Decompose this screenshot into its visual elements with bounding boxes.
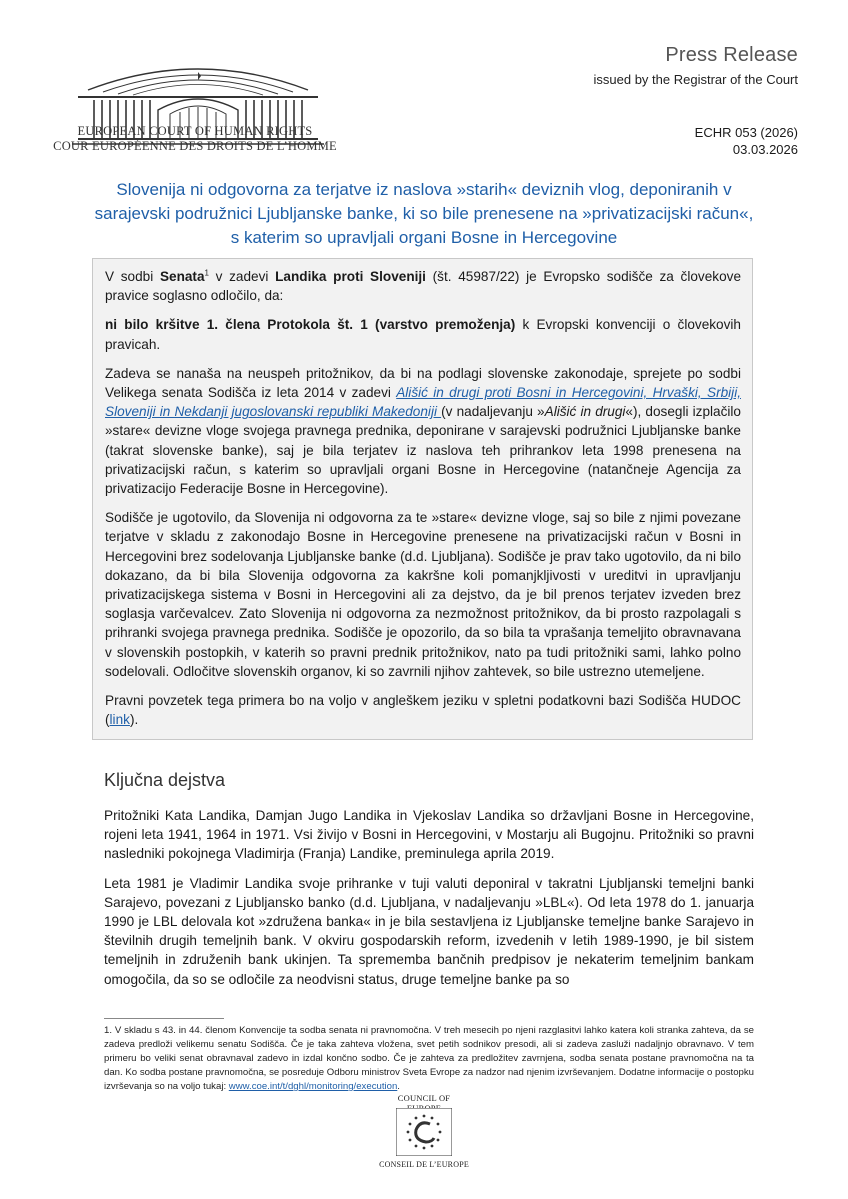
summary-paragraph-2 <box>105 315 741 353</box>
text-run: (v nadaljevanju » <box>441 404 545 420</box>
summary-paragraph-5 <box>105 691 741 729</box>
summary-paragraph-4: Sodišče je ugotovilo, da Slovenija ni odgovorna za te »stare« devizne vloge, saj so bile z njimi povezane terjatve v skladu z zakonodajo Bosne in Hercegovine prenesene na privatizacijski račun v Bosni in Hercegovini brez sodelovanja Ljubljanske banke (d.d. Ljubljana). Sodišče je prav tako ugotovilo, da ni bilo dokazano, da bi bila Slovenija odgovorna za kakršne koli pomanjkljivosti v ureditvi in upravljanju privatizacijskega sistema v Bosni in Hercegovini ali za dejstvo, da je bil prenos terjatev izveden brez soglasja varčevalcev. Zato Slovenija ni odgovorna za nezmožnost pritožnikov, da bi prosto razpolagali s prihranki svojega pravnega prednika. Sodišče je opozorilo, da so bila ta vprašanja temeljito obravnavana v slovenskih postopkih, v katerih so pravni prednik pritožnikov, nato pa tudi pritožniki sami, lahko polno sodelovali. Odločitve slovenskih organov, ki so zavrnili njihov zahtevek, so bile ustrezno utemeljene. <box>105 510 741 679</box>
headline: Slovenija ni odgovorna za terjatve iz naslova »starih« deviznih vlog, deponiranih v sarajevski podružnici Ljubljanske banke, ki so bile prenesene na »privatizacijski račun«, s katerim so upravljali organi Bosne in Hercegovine <box>94 180 754 247</box>
text-run: Pravni povzetek tega primera bo na voljo v angleškem jeziku v spletni podatkovni bazi Sodišča HUDOC ( <box>105 693 741 728</box>
footnote-text: 1. V skladu s 43. in 44. členom Konvencije ta sodba senata ni pravnomočna. V treh mesecih po njeni razglasitvi lahko katera koli stranka zahteva, da se zadeva predloži velikemu senatu Sodišča. Če je taka zahteva vložena, svet petih sodnikov presodi, ali si zadeva zasluži nadaljnjo obravnavo. V tem primeru bo veliki senat obravnaval zadevo in izdal končno sodbo. Če je zahteva za predložitev zavrnjena, sodba senata postane pravnomočna na ta dan. Ko sodba postane pravnomočna, se posreduje Odboru ministrov Sveta Evrope za nadzor nad njenim izvrševanjem. Dodatne informacije o postopku izvrševanja so na voljo tukaj: <box>104 1025 754 1092</box>
text-run: k Evropski konvenciji o človekovih pravicah. <box>105 317 741 352</box>
council-of-europe-logo <box>396 1108 452 1156</box>
summary-paragraph-1 <box>105 267 741 305</box>
footnote-divider <box>104 1018 224 1019</box>
hudoc-link[interactable]: link <box>109 712 130 728</box>
key-facts-body <box>104 806 754 999</box>
text-run: ). <box>129 712 139 728</box>
press-release-title: Press Release <box>665 44 798 66</box>
execution-link[interactable]: www.coe.int/t/dghl/monitoring/execution <box>228 1081 398 1092</box>
ruling: ni bilo kršitve 1. člena Protokola št. 1 (varstvo premoženja) <box>105 317 516 333</box>
coe-name-fr: CONSEIL DE L’EUROPE <box>379 1160 469 1169</box>
reference-number: ECHR 053 (2026) <box>694 125 798 140</box>
case-short-name: Ališić in drugi <box>544 404 626 420</box>
alisic-case-link[interactable]: Ališić in drugi proti Bosni in Hercegovini, Hrvaški, Srbiji, Sloveniji in Nekdanji jugoslovanski republiki Makedoniji <box>105 385 741 420</box>
facts-paragraph-2: Leta 1981 je Vladimir Landika svoje prihranke v tuji valuti deponiral v takratni Ljubljanski temeljni banki Sarajevo, povezani z Ljubljansko banko (d.d. Ljubljana, v nadaljevanju »LBL«). Od leta 1978 do 1. januarja 1990 je LBL delovala kot »združena banka« in je bila sestavljena iz Ljubljanske temeljne banke Sarajevo in številnih drugih temeljnih bank. V okviru gospodarskih reform, izvedenih v letih 1989-1990, je bil sistem temeljnih in združenih bank ukinjen. Ta sprememba bančnih predpisov je nekaterim temeljnim bankam omogočila, da so se odločile za neodvisni status, druge temeljne banke pa so <box>104 875 754 987</box>
summary-box <box>92 258 753 740</box>
reference-block <box>695 124 798 158</box>
text-run: Zadeva se nanaša na neuspeh pritožnikov, da bi na podlagi slovenske zakonodaje, sprejete po sodbi Velikega senata Sodišča iz leta 2014 v zadevi <box>105 365 741 401</box>
court-name-en: EUROPEAN COURT OF HUMAN RIGHTS <box>77 124 313 138</box>
issued-by: issued by the Registrar of the Court <box>593 72 798 87</box>
text-run: (št. 45987/22) je Evropsko sodišče za človekove pravice soglasno odločilo, da: <box>105 269 742 304</box>
coe-name-en: COUNCIL OF <box>397 1093 451 1103</box>
court-name-fr: COUR EUROPÉENNE DES DROITS DE L’HOMME <box>53 139 337 153</box>
case-name: Landika proti Sloveniji <box>275 269 426 284</box>
text-run: «), dosegli izplačilo »stare« devizne vloge svojega pravnega prednika, deponirane v sarajevski podružnici Ljubljanske banke (takrat slovenske banke), saj je bila terjatev iz naslova teh prihrankov leta 1998 prenesena na privatizacijski račun, s katerim so upravljali organi Bosne in Hercegovine (natančneje Agencija za privatizacijo Federacije Bosne in Hercegovine). <box>105 404 741 497</box>
release-date: 03.03.2026 <box>732 142 798 157</box>
text-run: V sodbi <box>105 269 160 284</box>
senate-label: Senata <box>159 269 205 284</box>
section-title-key-facts: Ključna dejstva <box>104 770 226 790</box>
facts-paragraph-1: Pritožniki Kata Landika, Damjan Jugo Landika in Vjekoslav Landika so državljani Bosne in Hercegovine, rojeni leta 1941, 1964 in 1971. Vsi živijo v Bosni in Hercegovini, v Mostarju ali Bugojnu. Pritožniki so pravni nasledniki pokojnega Vladimirja (Franja) Landike, preminulega aprila 2019. <box>104 808 754 862</box>
footnote-ref[interactable]: 1 <box>204 268 209 278</box>
footnote <box>104 1024 754 1094</box>
summary-paragraph-3 <box>105 364 741 498</box>
text-run: . <box>397 1081 400 1092</box>
text-run: v zadevi <box>208 269 276 284</box>
